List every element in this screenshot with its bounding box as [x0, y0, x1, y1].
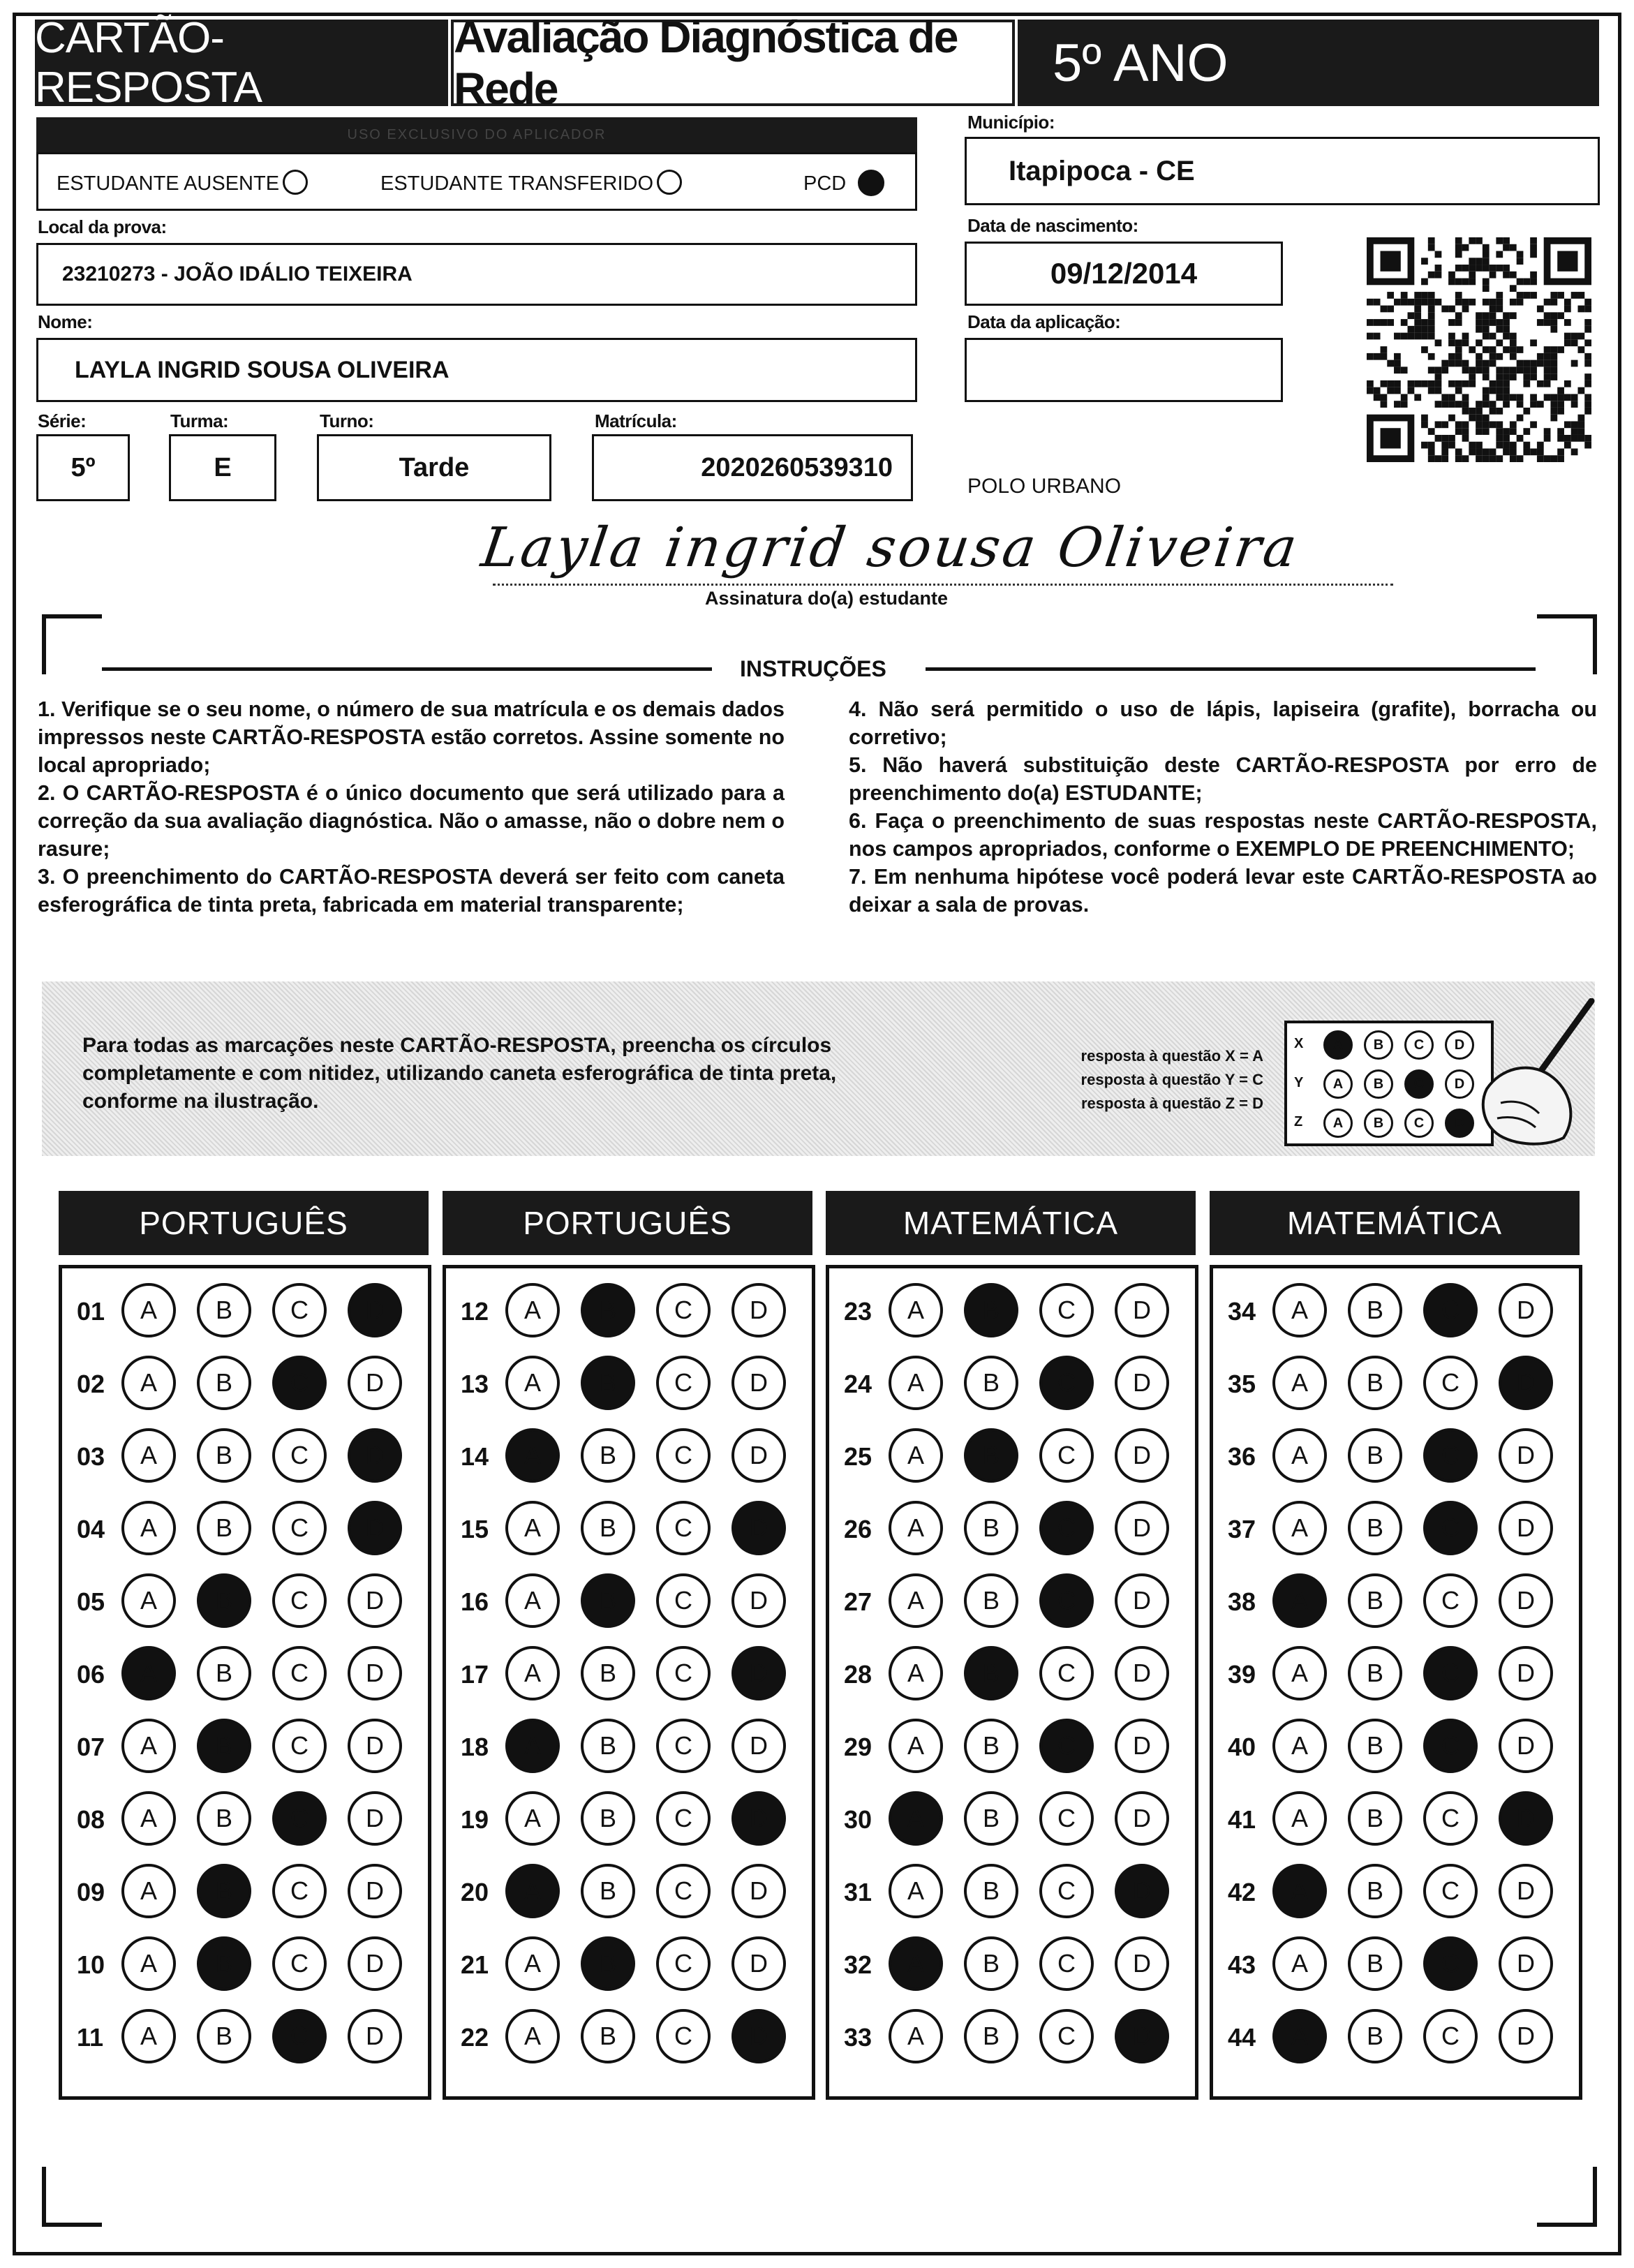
corner-mark — [42, 2167, 102, 2227]
answer-bubble-c[interactable]: C — [1423, 1573, 1478, 1628]
answer-bubble-a[interactable]: A — [1272, 1356, 1327, 1410]
answer-bubble-c[interactable]: C — [656, 1356, 711, 1410]
answer-bubble-d[interactable]: D — [731, 1283, 786, 1337]
question-number: 33 — [844, 2023, 872, 2052]
answer-bubble-c[interactable]: C — [1039, 1428, 1094, 1483]
example-legend-item: resposta à questão X = A — [1080, 1047, 1263, 1065]
question-number: 14 — [461, 1442, 489, 1471]
serie-label: Série: — [38, 410, 87, 431]
instructions-rule — [926, 667, 1536, 671]
answer-bubble-b[interactable]: B — [1348, 1864, 1402, 1918]
answer-bubble-c[interactable]: C — [272, 1283, 327, 1337]
answer-bubble-c[interactable]: C — [1423, 1791, 1478, 1846]
answer-bubble-b[interactable]: B — [581, 1719, 635, 1773]
answer-bubble-d[interactable]: D — [1115, 1864, 1169, 1918]
answer-bubble-d[interactable]: D — [1499, 1646, 1553, 1700]
answer-bubble-a[interactable]: A — [121, 1791, 176, 1846]
answer-bubble-d[interactable]: D — [348, 1864, 402, 1918]
instruction-item: 4. Não será permitido o uso de lápis, lapiseira (grafite), borracha ou corretivo; — [849, 697, 1597, 749]
answer-bubble-b[interactable]: B — [964, 1719, 1018, 1773]
answer-bubble-b[interactable]: B — [197, 2009, 251, 2063]
answer-bubble-a[interactable]: A — [505, 1501, 560, 1555]
status-box — [36, 152, 917, 211]
question-number: 20 — [461, 1878, 489, 1906]
answer-bubble-a[interactable]: A — [889, 2009, 943, 2063]
answer-bubble-c[interactable]: C — [656, 1428, 711, 1483]
answer-bubble-d[interactable]: D — [348, 1428, 402, 1483]
answer-bubble-a[interactable]: A — [1272, 1428, 1327, 1483]
answer-bubble-a[interactable]: A — [889, 1428, 943, 1483]
answer-bubble-d[interactable]: D — [1115, 2009, 1169, 2063]
answer-bubble-b[interactable]: B — [197, 1646, 251, 1700]
answer-bubble-c[interactable]: C — [1423, 1283, 1478, 1337]
answer-bubble-d[interactable]: D — [348, 2009, 402, 2063]
answer-bubble-b[interactable]: B — [1348, 1501, 1402, 1555]
instructions-rule — [102, 667, 712, 671]
answer-bubble-d[interactable]: D — [348, 1936, 402, 1991]
question-number: 34 — [1228, 1297, 1256, 1326]
question-number: 12 — [461, 1297, 489, 1326]
answer-bubble-b[interactable]: B — [197, 1936, 251, 1991]
answer-bubble-b[interactable]: B — [197, 1283, 251, 1337]
question-number: 07 — [77, 1733, 105, 1761]
answer-bubble-a[interactable]: A — [889, 1936, 943, 1991]
question-number: 43 — [1228, 1950, 1256, 1979]
instruction-item: 3. O preenchimento do CARTÃO-RESPOSTA deverá ser feito com caneta esferográfica de tinta preta, fabricada em material transparente; — [38, 865, 785, 917]
answer-bubble-c[interactable]: C — [1039, 1646, 1094, 1700]
answer-bubble-a[interactable]: A — [1272, 1864, 1327, 1918]
answer-bubble-a[interactable]: A — [1272, 1646, 1327, 1700]
answer-bubble-a[interactable]: A — [121, 1283, 176, 1337]
student-signature: Layla ingrid sousa Oliveira — [477, 517, 1304, 579]
local-field: 23210273 - JOÃO IDÁLIO TEIXEIRA — [36, 243, 917, 306]
card-title: CARTÃO-RESPOSTA — [35, 20, 448, 106]
question-number: 04 — [77, 1515, 105, 1543]
answer-bubble-a[interactable]: A — [505, 1646, 560, 1700]
answer-bubble-d[interactable]: D — [731, 1356, 786, 1410]
example-bubble: D — [1445, 1109, 1474, 1138]
instruction-item: 7. Em nenhuma hipótese você poderá levar este CARTÃO-RESPOSTA ao deixar a sala de provas. — [849, 865, 1597, 917]
grade-label: 5º ANO — [1018, 20, 1599, 106]
answer-bubble-d[interactable]: D — [348, 1356, 402, 1410]
transferred-label: ESTUDANTE TRANSFERIDO — [380, 172, 654, 195]
example-bubble: C — [1404, 1030, 1434, 1060]
answer-bubble-d[interactable]: D — [1499, 1573, 1553, 1628]
example-row-label: Y — [1294, 1075, 1304, 1090]
answer-bubble-d[interactable]: D — [1115, 1356, 1169, 1410]
absent-checkbox[interactable] — [283, 170, 308, 195]
answer-bubble-c[interactable]: C — [1039, 1501, 1094, 1555]
question-number: 18 — [461, 1733, 489, 1761]
answer-bubble-b[interactable]: B — [964, 1791, 1018, 1846]
serie-field: 5º — [36, 434, 130, 501]
answer-bubble-b[interactable]: B — [581, 1936, 635, 1991]
question-number: 11 — [77, 2023, 104, 2052]
answer-bubble-d[interactable]: D — [348, 1719, 402, 1773]
answer-bubble-b[interactable]: B — [1348, 1791, 1402, 1846]
answer-bubble-c[interactable]: C — [1039, 1356, 1094, 1410]
answer-bubble-c[interactable]: C — [1039, 2009, 1094, 2063]
instruction-item: 6. Faça o preenchimento de suas respostas neste CARTÃO-RESPOSTA, nos campos apropriados, conforme o EXEMPLO DE PREENCHIMENTO; — [849, 809, 1597, 861]
hand-pen-icon — [1459, 998, 1598, 1152]
answer-bubble-c[interactable]: C — [1039, 1936, 1094, 1991]
answer-bubble-d[interactable]: D — [1115, 1283, 1169, 1337]
answer-bubble-c[interactable]: C — [1039, 1573, 1094, 1628]
pcd-label: PCD — [803, 172, 847, 195]
answer-bubble-c[interactable]: C — [272, 1646, 327, 1700]
answer-bubble-c[interactable]: C — [272, 1428, 327, 1483]
answer-bubble-a[interactable]: A — [505, 1283, 560, 1337]
answer-bubble-c[interactable]: C — [1039, 1864, 1094, 1918]
question-number: 19 — [461, 1805, 489, 1834]
local-label: Local da prova: — [38, 216, 167, 237]
answer-bubble-c[interactable]: C — [656, 1573, 711, 1628]
pcd-checkbox[interactable] — [858, 170, 884, 196]
municipio-label: Município: — [967, 112, 1055, 133]
question-number: 42 — [1228, 1878, 1256, 1906]
answer-bubble-b[interactable]: B — [964, 2009, 1018, 2063]
answer-bubble-d[interactable]: D — [1499, 1864, 1553, 1918]
question-number: 21 — [461, 1950, 489, 1979]
answer-bubble-b[interactable]: B — [581, 1428, 635, 1483]
answer-bubble-c[interactable]: C — [1423, 1864, 1478, 1918]
answer-bubble-b[interactable]: B — [581, 1791, 635, 1846]
instruction-item: 2. O CARTÃO-RESPOSTA é o único documento que será utilizado para a correção da sua avaliação diagnóstica. Não o amasse, não o dobre nem o rasure; — [38, 781, 785, 861]
answer-bubble-b[interactable]: B — [197, 1428, 251, 1483]
answer-bubble-a[interactable]: A — [889, 1501, 943, 1555]
answer-bubble-c[interactable]: C — [1423, 1428, 1478, 1483]
answer-bubble-d[interactable]: D — [1115, 1936, 1169, 1991]
example-bubble: D — [1445, 1069, 1474, 1099]
question-number: 44 — [1228, 2023, 1256, 2052]
matricula-field: 2020260539310 — [592, 434, 913, 501]
answer-bubble-d[interactable]: D — [348, 1791, 402, 1846]
answer-bubble-d[interactable]: D — [1115, 1646, 1169, 1700]
example-bubble: B — [1364, 1069, 1393, 1099]
question-number: 13 — [461, 1370, 489, 1398]
answer-bubble-c[interactable]: C — [656, 2009, 711, 2063]
question-number: 40 — [1228, 1733, 1256, 1761]
answer-bubble-c[interactable]: C — [1039, 1719, 1094, 1773]
example-bubble: A — [1323, 1069, 1353, 1099]
answer-bubble-d[interactable]: D — [1499, 1283, 1553, 1337]
answer-bubble-c[interactable]: C — [272, 1573, 327, 1628]
answer-bubble-b[interactable]: B — [581, 1573, 635, 1628]
question-number: 17 — [461, 1660, 489, 1689]
question-number: 08 — [77, 1805, 105, 1834]
applicator-bar: USO EXCLUSIVO DO APLICADOR — [36, 117, 917, 152]
question-number: 41 — [1228, 1805, 1256, 1834]
example-row-label: X — [1294, 1036, 1304, 1051]
transferred-checkbox[interactable] — [657, 170, 682, 195]
answer-bubble-a[interactable]: A — [889, 1646, 943, 1700]
answer-bubble-a[interactable]: A — [1272, 1283, 1327, 1337]
question-number: 39 — [1228, 1660, 1256, 1689]
answer-bubble-a[interactable]: A — [505, 1573, 560, 1628]
nascimento-field: 09/12/2014 — [965, 242, 1283, 306]
question-number: 24 — [844, 1370, 872, 1398]
answer-bubble-d[interactable]: D — [1115, 1719, 1169, 1773]
example-legend-item: resposta à questão Y = C — [1080, 1071, 1263, 1088]
answer-bubble-c[interactable]: C — [656, 1936, 711, 1991]
question-number: 25 — [844, 1442, 872, 1471]
example-bubble: D — [1445, 1030, 1474, 1060]
question-number: 36 — [1228, 1442, 1256, 1471]
answer-bubble-c[interactable]: C — [656, 1864, 711, 1918]
instructions-title: INSTRUÇÕES — [740, 656, 886, 681]
answer-bubble-b[interactable]: B — [581, 1501, 635, 1555]
answer-bubble-a[interactable]: A — [1272, 1791, 1327, 1846]
answer-bubble-a[interactable]: A — [1272, 2009, 1327, 2063]
corner-mark — [42, 614, 102, 674]
answer-bubble-d[interactable]: D — [1115, 1573, 1169, 1628]
answer-bubble-a[interactable]: A — [1272, 1719, 1327, 1773]
turma-label: Turma: — [170, 410, 229, 431]
answer-bubble-a[interactable]: A — [505, 1356, 560, 1410]
example-bubble: B — [1364, 1030, 1393, 1060]
question-number: 10 — [77, 1950, 105, 1979]
answer-bubble-d[interactable]: D — [731, 1646, 786, 1700]
answer-bubble-a[interactable]: A — [505, 1719, 560, 1773]
answer-bubble-a[interactable]: A — [889, 1864, 943, 1918]
answer-bubble-a[interactable]: A — [889, 1791, 943, 1846]
answer-bubble-b[interactable]: B — [197, 1573, 251, 1628]
answer-bubble-b[interactable]: B — [964, 1428, 1018, 1483]
answer-bubble-c[interactable]: C — [656, 1283, 711, 1337]
question-number: 28 — [844, 1660, 872, 1689]
answer-bubble-a[interactable]: A — [121, 1646, 176, 1700]
answer-bubble-a[interactable]: A — [889, 1719, 943, 1773]
subject-header: MATEMÁTICA — [1210, 1191, 1580, 1255]
corner-mark — [1537, 614, 1597, 674]
answer-bubble-a[interactable]: A — [121, 1936, 176, 1991]
answer-bubble-d[interactable]: D — [1115, 1501, 1169, 1555]
answer-bubble-b[interactable]: B — [964, 1501, 1018, 1555]
example-row-label: Z — [1294, 1114, 1303, 1129]
answer-bubble-c[interactable]: C — [272, 1501, 327, 1555]
answer-bubble-b[interactable]: B — [964, 1573, 1018, 1628]
question-number: 03 — [77, 1442, 105, 1471]
turno-field: Tarde — [317, 434, 551, 501]
answer-bubble-d[interactable]: D — [731, 1428, 786, 1483]
answer-bubble-a[interactable]: A — [1272, 1936, 1327, 1991]
answer-bubble-d[interactable]: D — [1499, 1501, 1553, 1555]
answer-bubble-b[interactable]: B — [197, 1501, 251, 1555]
answer-bubble-c[interactable]: C — [272, 1936, 327, 1991]
example-bubble: B — [1364, 1109, 1393, 1138]
answer-bubble-b[interactable]: B — [197, 1719, 251, 1773]
answer-bubble-c[interactable]: C — [1039, 1791, 1094, 1846]
example-legend-item: resposta à questão Z = D — [1080, 1095, 1263, 1112]
answer-bubble-b[interactable]: B — [964, 1864, 1018, 1918]
answer-bubble-b[interactable]: B — [1348, 1428, 1402, 1483]
question-number: 23 — [844, 1297, 872, 1326]
answer-bubble-a[interactable]: A — [121, 1428, 176, 1483]
answer-bubble-b[interactable]: B — [581, 1864, 635, 1918]
answer-bubble-b[interactable]: B — [964, 1646, 1018, 1700]
aplicacao-field — [965, 338, 1283, 402]
answer-bubble-b[interactable]: B — [1348, 2009, 1402, 2063]
answer-bubble-d[interactable]: D — [1115, 1791, 1169, 1846]
answer-bubble-d[interactable]: D — [348, 1646, 402, 1700]
answer-bubble-a[interactable]: A — [505, 1791, 560, 1846]
answer-bubble-c[interactable]: C — [1039, 1283, 1094, 1337]
question-number: 30 — [844, 1805, 872, 1834]
answer-bubble-d[interactable]: D — [731, 1864, 786, 1918]
answer-bubble-b[interactable]: B — [581, 1283, 635, 1337]
instruction-item: 5. Não haverá substituição deste CARTÃO-RESPOSTA por erro de preenchimento do(a) ESTUDANTE; — [849, 753, 1597, 805]
answer-bubble-c[interactable]: C — [272, 2009, 327, 2063]
answer-bubble-d[interactable]: D — [348, 1283, 402, 1337]
answer-bubble-b[interactable]: B — [964, 1283, 1018, 1337]
answer-bubble-b[interactable]: B — [1348, 1646, 1402, 1700]
question-number: 35 — [1228, 1370, 1256, 1398]
answer-bubble-d[interactable]: D — [731, 1719, 786, 1773]
answer-bubble-a[interactable]: A — [121, 1573, 176, 1628]
answer-bubble-a[interactable]: A — [121, 1719, 176, 1773]
answer-bubble-a[interactable]: A — [121, 1864, 176, 1918]
question-number: 16 — [461, 1587, 489, 1616]
name-label: Nome: — [38, 311, 93, 332]
answer-bubble-a[interactable]: A — [1272, 1501, 1327, 1555]
answer-bubble-c[interactable]: C — [272, 1864, 327, 1918]
answer-bubble-b[interactable]: B — [197, 1791, 251, 1846]
answer-bubble-d[interactable]: D — [1499, 1719, 1553, 1773]
exam-title: Avaliação Diagnóstica de Rede — [451, 20, 1015, 106]
answer-bubble-b[interactable]: B — [581, 1646, 635, 1700]
subject-header: MATEMÁTICA — [826, 1191, 1196, 1255]
subject-header: PORTUGUÊS — [443, 1191, 812, 1255]
question-number: 15 — [461, 1515, 489, 1543]
answer-bubble-c[interactable]: C — [272, 1791, 327, 1846]
answer-bubble-c[interactable]: C — [272, 1356, 327, 1410]
answer-bubble-b[interactable]: B — [1348, 1573, 1402, 1628]
turno-label: Turno: — [320, 410, 374, 431]
answer-bubble-a[interactable]: A — [1272, 1573, 1327, 1628]
answer-bubble-c[interactable]: C — [656, 1791, 711, 1846]
corner-mark — [1537, 2167, 1597, 2227]
answer-bubble-d[interactable]: D — [731, 1791, 786, 1846]
answer-bubble-c[interactable]: C — [1423, 1501, 1478, 1555]
name-field: LAYLA INGRID SOUSA OLIVEIRA — [36, 338, 917, 402]
question-number: 38 — [1228, 1587, 1256, 1616]
answer-bubble-d[interactable]: D — [1499, 1428, 1553, 1483]
example-legend — [1033, 1044, 1263, 1116]
instruction-item: 1. Verifique se o seu nome, o número de sua matrícula e os demais dados impressos neste CARTÃO-RESPOSTA estão corretos. Assine somente no local apropriado; — [38, 697, 785, 777]
signature-line — [493, 584, 1393, 586]
municipio-field: Itapipoca - CE — [965, 137, 1600, 205]
answer-bubble-c[interactable]: C — [1423, 1936, 1478, 1991]
answer-bubble-a[interactable]: A — [121, 1356, 176, 1410]
polo-label: POLO URBANO — [967, 475, 1122, 498]
qr-code — [1367, 237, 1591, 462]
answer-bubble-b[interactable]: B — [1348, 1283, 1402, 1337]
answer-bubble-c[interactable]: C — [272, 1719, 327, 1773]
answer-bubble-d[interactable]: D — [1499, 2009, 1553, 2063]
answer-bubble-a[interactable]: A — [889, 1283, 943, 1337]
answer-bubble-d[interactable]: D — [731, 2009, 786, 2063]
example-bubble: A — [1323, 1030, 1353, 1060]
answer-bubble-c[interactable]: C — [656, 1719, 711, 1773]
question-number: 02 — [77, 1370, 105, 1398]
answer-bubble-a[interactable]: A — [505, 2009, 560, 2063]
answer-bubble-d[interactable]: D — [731, 1573, 786, 1628]
answer-bubble-d[interactable]: D — [1499, 1791, 1553, 1846]
example-bubble: C — [1404, 1069, 1434, 1099]
instructions-left — [38, 695, 785, 919]
answer-bubble-b[interactable]: B — [197, 1864, 251, 1918]
answer-bubble-c[interactable]: C — [1423, 1719, 1478, 1773]
subject-header: PORTUGUÊS — [59, 1191, 429, 1255]
question-number: 01 — [77, 1297, 105, 1326]
answer-bubble-d[interactable]: D — [348, 1573, 402, 1628]
question-number: 27 — [844, 1587, 872, 1616]
answer-bubble-b[interactable]: B — [1348, 1356, 1402, 1410]
example-bubble: C — [1404, 1109, 1434, 1138]
question-number: 29 — [844, 1733, 872, 1761]
answer-bubble-b[interactable]: B — [581, 1356, 635, 1410]
answer-bubble-d[interactable]: D — [1115, 1428, 1169, 1483]
answer-bubble-b[interactable]: B — [1348, 1936, 1402, 1991]
answer-bubble-a[interactable]: A — [505, 1428, 560, 1483]
turma-field: E — [169, 434, 276, 501]
question-number: 32 — [844, 1950, 872, 1979]
question-number: 09 — [77, 1878, 105, 1906]
question-number: 22 — [461, 2023, 489, 2052]
absent-label: ESTUDANTE AUSENTE — [57, 172, 280, 195]
answer-bubble-a[interactable]: A — [889, 1573, 943, 1628]
answer-bubble-b[interactable]: B — [197, 1356, 251, 1410]
signature-caption: Assinatura do(a) estudante — [705, 588, 949, 609]
answer-bubble-b[interactable]: B — [964, 1936, 1018, 1991]
answer-bubble-a[interactable]: A — [505, 1936, 560, 1991]
answer-bubble-c[interactable]: C — [1423, 2009, 1478, 2063]
aplicacao-label: Data da aplicação: — [967, 311, 1121, 332]
answer-bubble-d[interactable]: D — [731, 1936, 786, 1991]
answer-bubble-a[interactable]: A — [505, 1864, 560, 1918]
answer-bubble-d[interactable]: D — [1499, 1356, 1553, 1410]
answer-bubble-a[interactable]: A — [121, 1501, 176, 1555]
answer-bubble-b[interactable]: B — [581, 2009, 635, 2063]
answer-bubble-d[interactable]: D — [1499, 1936, 1553, 1991]
nascimento-label: Data de nascimento: — [967, 215, 1138, 236]
question-number: 05 — [77, 1587, 105, 1616]
answer-bubble-a[interactable]: A — [889, 1356, 943, 1410]
answer-bubble-d[interactable]: D — [731, 1501, 786, 1555]
answer-bubble-a[interactable]: A — [121, 2009, 176, 2063]
question-number: 37 — [1228, 1515, 1256, 1543]
matricula-label: Matrícula: — [595, 410, 677, 431]
instructions-right — [849, 695, 1597, 919]
example-text: Para todas as marcações neste CARTÃO-RESPOSTA, preencha os círculos completamente e com nitidez, utilizando caneta esferográfica de tinta preta, conforme na ilustração. — [82, 1034, 837, 1113]
answer-bubble-c[interactable]: C — [656, 1646, 711, 1700]
answer-bubble-c[interactable]: C — [656, 1501, 711, 1555]
answer-bubble-b[interactable]: B — [1348, 1719, 1402, 1773]
question-number: 06 — [77, 1660, 105, 1689]
answer-bubble-c[interactable]: C — [1423, 1356, 1478, 1410]
answer-bubble-b[interactable]: B — [964, 1356, 1018, 1410]
question-number: 31 — [844, 1878, 872, 1906]
example-bubble: A — [1323, 1109, 1353, 1138]
answer-bubble-d[interactable]: D — [348, 1501, 402, 1555]
question-number: 26 — [844, 1515, 872, 1543]
answer-bubble-c[interactable]: C — [1423, 1646, 1478, 1700]
